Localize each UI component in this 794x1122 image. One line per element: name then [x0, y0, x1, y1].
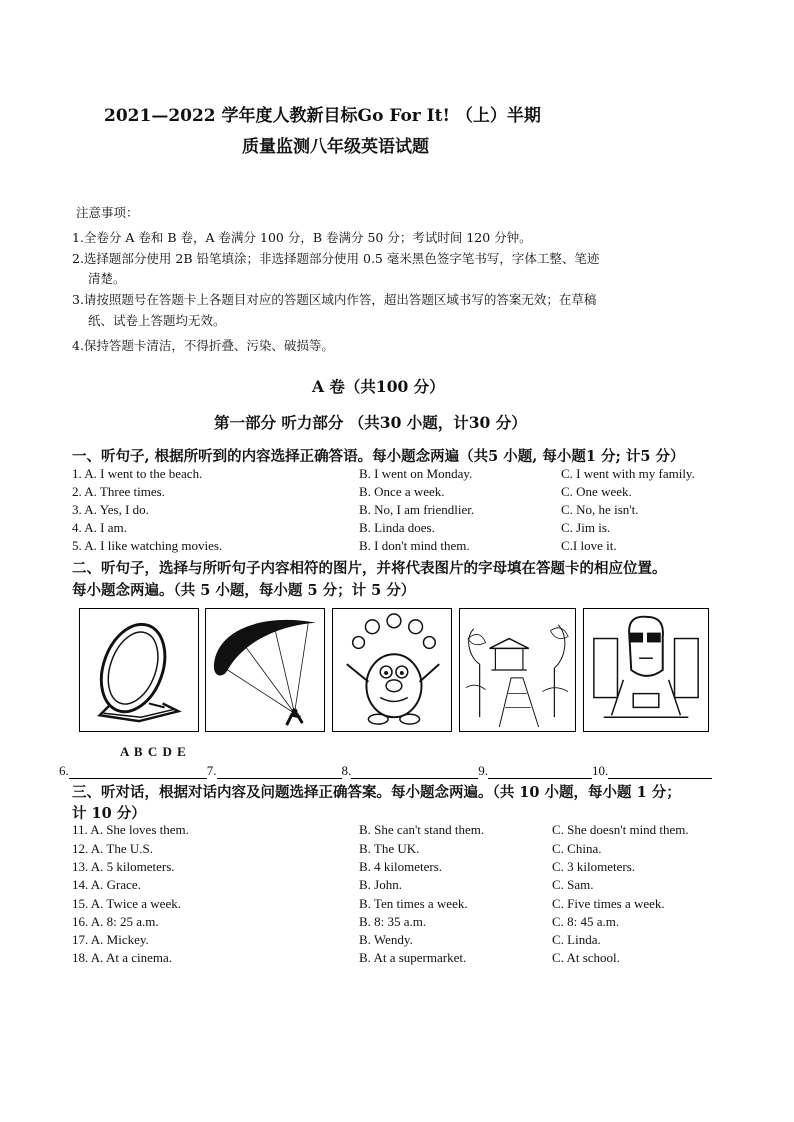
picture-c-juggling-toy [332, 608, 452, 732]
q18-option-c: C. At school. [552, 950, 620, 965]
park-scene-image [460, 609, 575, 731]
picture-e-person-sitting [583, 608, 709, 732]
q17-option-c: C. Linda. [552, 932, 601, 947]
blank-9-line[interactable] [488, 766, 592, 779]
blank-7-label: 7. [206, 763, 217, 778]
q1-option-c: C. I went with my family. [561, 466, 695, 481]
section2-heading-a: 二、听句子，选择与所听句子内容相符的图片，并将代表图片的字母填在答题卡的相应位置。 [72, 560, 667, 577]
blank-8-line[interactable] [351, 766, 478, 779]
q2-option-a: 2. A. Three times. [72, 484, 165, 499]
q11-option-c: C. She doesn't mind them. [552, 822, 689, 837]
picture-b-paraglider [205, 608, 325, 732]
blank-6-label: 6. [59, 763, 69, 778]
blank-10-line[interactable] [608, 766, 712, 779]
q12-option-a: 12. A. The U.S. [72, 841, 154, 856]
q16-option-a: 16. A. 8: 25 a.m. [72, 914, 159, 929]
q15-option-c: C. Five times a week. [552, 896, 665, 911]
q5-option-b: B. I don't mind them. [359, 538, 470, 553]
q15-option-b: B. Ten times a week. [359, 896, 468, 911]
blank-8-label: 8. [341, 763, 352, 778]
section3-heading-b: 计 10 分） [72, 805, 146, 822]
notes-heading: 注意事项： [76, 205, 139, 220]
q4-option-c: C. Jim is. [561, 520, 611, 535]
q3-option-b: B. No, I am friendlier. [359, 502, 475, 517]
volume-a-heading: A 卷（共100 分） [312, 377, 445, 396]
q5-option-c: C.I love it. [561, 538, 617, 553]
q16-option-b: B. 8: 35 a.m. [359, 914, 427, 929]
q18-option-a: 18. A. At a cinema. [72, 950, 173, 965]
answer-blanks [59, 763, 712, 779]
q4-option-a: 4. A. I am. [72, 520, 127, 535]
blank-9-label: 9. [478, 763, 488, 778]
q3-option-a: 3. A. Yes, I do. [72, 502, 149, 517]
note-3b: 纸、试卷上答题均无效。 [88, 313, 226, 328]
mirror-image [80, 609, 198, 731]
section2-heading-b: 每小题念两遍。（共 5 小题，每小题 5 分；计 5 分） [72, 582, 416, 599]
note-1: 1.全卷分 A 卷和 B 卷，A 卷满分 100 分，B 卷满分 50 分；考试时间 120 分钟。 [72, 230, 532, 245]
q1-option-b: B. I went on Monday. [359, 466, 473, 481]
q14-option-c: C. Sam. [552, 877, 594, 892]
q13-option-c: C. 3 kilometers. [552, 859, 636, 874]
q12-option-c: C. China. [552, 841, 602, 856]
q16-option-c: C. 8: 45 a.m. [552, 914, 620, 929]
q15-option-a: 15. A. Twice a week. [72, 896, 181, 911]
q5-option-a: 5. A. I like watching movies. [72, 538, 223, 553]
section1-heading: 一、听句子, 根据所听到的内容选择正确答语。每小题念两遍（共5 小题, 每小题1 分; 计5 分） [72, 448, 685, 465]
blank-7-line[interactable] [217, 766, 342, 779]
q18-option-b: B. At a supermarket. [359, 950, 467, 965]
q14-option-b: B. John. [359, 877, 402, 892]
q13-option-b: B. 4 kilometers. [359, 859, 443, 874]
note-4: 4.保持答题卡清洁，不得折叠、污染、破损等。 [72, 338, 334, 353]
q2-option-c: C. One week. [561, 484, 632, 499]
picture-a-mirror [79, 608, 199, 732]
paraglider-image [206, 609, 324, 731]
exam-title-line2: 质量监测八年级英语试题 [242, 137, 429, 157]
juggling-toy-image [333, 609, 451, 731]
exam-title-line1: 2021—2022 学年度人教新目标Go For It! （上）半期 [104, 106, 541, 126]
q17-option-a: 17. A. Mickey. [72, 932, 149, 947]
section3-heading-a: 三、听对话，根据对话内容及问题选择正确答案。每小题念两遍。（共 10 小题，每小题 1 分； [72, 784, 681, 801]
blank-10-label: 10. [592, 763, 609, 778]
q11-option-a: 11. A. She loves them. [72, 822, 189, 837]
picture-d-park-scene [459, 608, 576, 732]
person-sitting-image [584, 609, 708, 731]
q12-option-b: B. The UK. [359, 841, 420, 856]
note-2a: 2.选择题部分使用 2B 铅笔填涂；非选择题部分使用 0.5 毫米黑色签字笔书写，字体工整、笔迹 [72, 251, 600, 266]
picture-letters: A B C D E [120, 744, 187, 759]
note-3a: 3.请按照题号在答题卡上各题目对应的答题区域内作答，超出答题区域书写的答案无效；在草稿 [72, 292, 597, 307]
q17-option-b: B. Wendy. [359, 932, 413, 947]
q13-option-a: 13. A. 5 kilometers. [72, 859, 175, 874]
q14-option-a: 14. A. Grace. [72, 877, 141, 892]
q4-option-b: B. Linda does. [359, 520, 435, 535]
q1-option-a: 1. A. I went to the beach. [72, 466, 203, 481]
blank-6-line[interactable] [69, 766, 207, 779]
note-2b: 清楚。 [88, 271, 126, 286]
q2-option-b: B. Once a week. [359, 484, 445, 499]
q3-option-c: C. No, he isn't. [561, 502, 639, 517]
part1-heading: 第一部分 听力部分 （共30 小题，计30 分） [214, 413, 527, 432]
q11-option-b: B. She can't stand them. [359, 822, 485, 837]
